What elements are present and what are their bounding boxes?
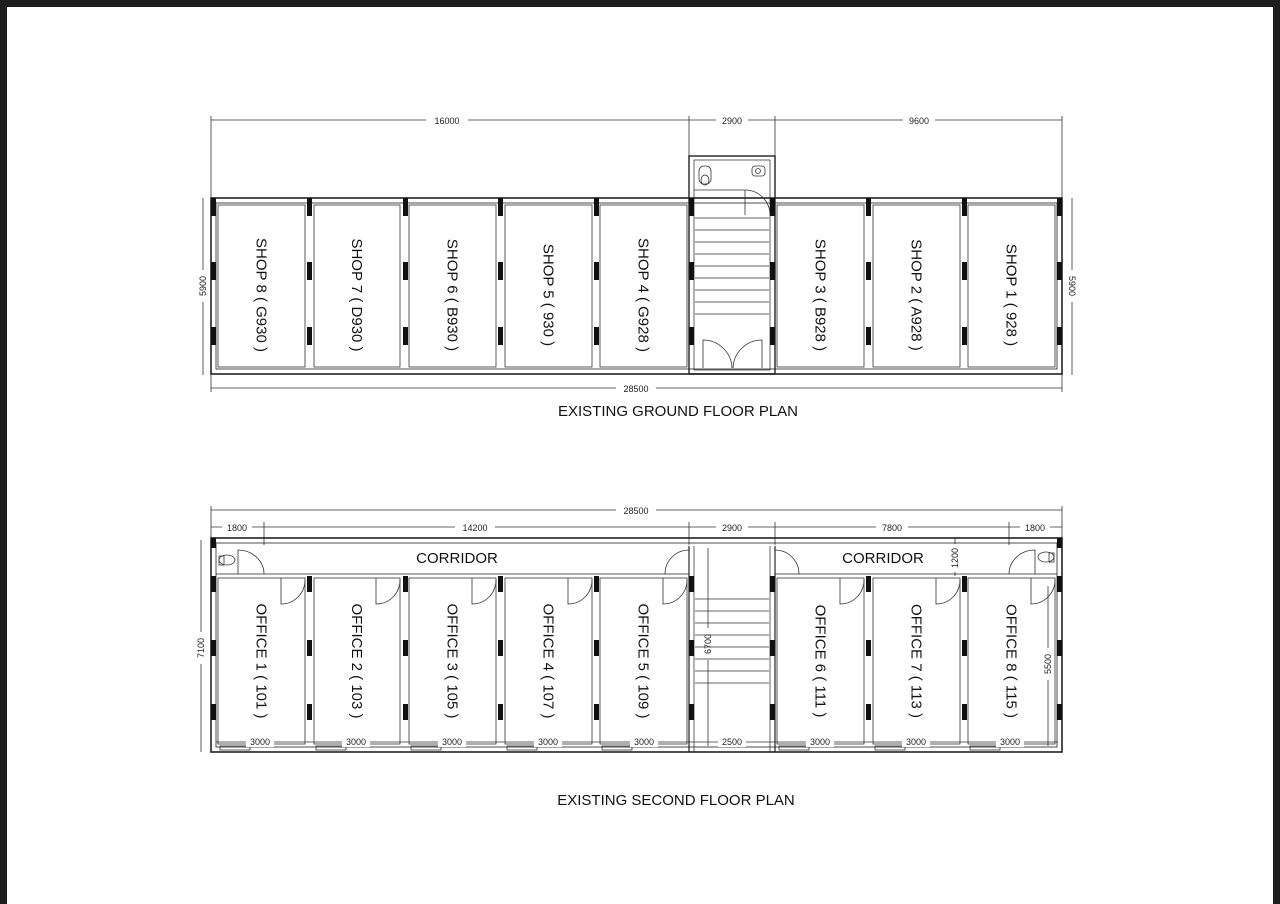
column — [211, 198, 216, 216]
column — [211, 262, 216, 280]
dim-ground-depth-right: 5900 — [1067, 275, 1077, 297]
shop-label: SHOP 6 ( B930 ) — [443, 238, 461, 352]
column — [689, 640, 694, 656]
column — [498, 198, 503, 216]
office-door-icon — [1031, 578, 1055, 604]
floor-plans — [7, 7, 1273, 904]
dim-stair-depth: 6700 — [703, 633, 713, 655]
column — [770, 576, 775, 592]
column — [866, 704, 871, 720]
shop-label: SHOP 4 ( G928 ) — [634, 238, 652, 352]
column — [1057, 262, 1062, 280]
column — [307, 262, 312, 280]
column — [594, 704, 599, 720]
window — [875, 746, 905, 750]
dim-second-seg5: 1800 — [1024, 523, 1046, 533]
office-door-icon — [936, 578, 960, 604]
dim-second-seg1: 1800 — [226, 523, 248, 533]
column — [211, 327, 216, 345]
entry-door-icon — [703, 340, 762, 368]
column — [689, 704, 694, 720]
column — [689, 198, 694, 216]
dim-second-depth: 7100 — [196, 637, 206, 659]
column — [962, 576, 967, 592]
ground-floor-plan — [197, 115, 1078, 420]
column — [866, 198, 871, 216]
office-door-icon — [840, 578, 864, 604]
ground-floor-title: EXISTING GROUND FLOOR PLAN — [557, 403, 799, 420]
column — [403, 262, 408, 280]
dim-bay: 3000 — [249, 737, 271, 747]
column — [307, 640, 312, 656]
dim-second-seg4: 7800 — [881, 523, 903, 533]
office-label: OFFICE 5 ( 109 ) — [634, 603, 652, 719]
column — [307, 327, 312, 345]
toilet-icon — [219, 550, 264, 574]
office-label: OFFICE 1 ( 101 ) — [252, 603, 270, 719]
window — [220, 746, 250, 750]
column — [770, 262, 775, 280]
dim-office-depth: 5500 — [1043, 653, 1053, 675]
column — [498, 640, 503, 656]
column — [403, 640, 408, 656]
column — [689, 327, 694, 345]
column — [1057, 576, 1062, 592]
dim-ground-stair: 2900 — [721, 116, 743, 126]
column — [403, 327, 408, 345]
shop-label: SHOP 8 ( G930 ) — [252, 238, 270, 352]
dim-bay: 3000 — [441, 737, 463, 747]
column — [498, 704, 503, 720]
column — [962, 198, 967, 216]
column — [962, 704, 967, 720]
stair-door-icon — [665, 550, 799, 574]
dim-bay: 3000 — [809, 737, 831, 747]
column — [866, 640, 871, 656]
column — [498, 262, 503, 280]
column — [307, 576, 312, 592]
drawing-sheet — [7, 7, 1273, 904]
column — [770, 327, 775, 345]
column — [594, 327, 599, 345]
column — [770, 704, 775, 720]
column — [403, 576, 408, 592]
column — [211, 538, 216, 548]
shop-label: SHOP 5 ( 930 ) — [539, 243, 557, 347]
column — [1057, 327, 1062, 345]
corridor-label-left: CORRIDOR — [416, 550, 498, 567]
column — [211, 576, 216, 592]
second-floor-plan — [195, 505, 1062, 809]
dim-ground-total: 28500 — [623, 384, 649, 394]
column — [866, 327, 871, 345]
office-label: OFFICE 6 ( 111 ) — [811, 604, 829, 718]
column — [594, 198, 599, 216]
office-label: OFFICE 4 ( 107 ) — [539, 603, 557, 719]
dim-ground-left: 16000 — [434, 116, 460, 126]
dim-bay: 3000 — [537, 737, 559, 747]
window — [411, 746, 441, 750]
window — [316, 746, 346, 750]
column — [594, 262, 599, 280]
column — [307, 198, 312, 216]
office-door-icon — [281, 578, 305, 604]
column — [211, 704, 216, 720]
toilet-icon — [1009, 550, 1054, 574]
window — [779, 746, 809, 750]
column — [307, 704, 312, 720]
column — [498, 576, 503, 592]
column — [594, 640, 599, 656]
column — [689, 262, 694, 280]
dim-second-seg3: 2900 — [721, 523, 743, 533]
column — [403, 704, 408, 720]
column — [689, 576, 694, 592]
corridor-label-right: CORRIDOR — [842, 550, 924, 567]
office-door-icon — [376, 578, 400, 604]
dim-bay: 3000 — [999, 737, 1021, 747]
office-label: OFFICE 7 ( 113 ) — [907, 604, 925, 718]
office-door-icon — [663, 578, 687, 604]
column — [594, 576, 599, 592]
dim-ground-depth-left: 5900 — [198, 275, 208, 297]
column — [1057, 704, 1062, 720]
dim-second-total: 28500 — [623, 506, 649, 516]
shop-label: SHOP 1 ( 928 ) — [1002, 243, 1020, 347]
dim-bay: 3000 — [345, 737, 367, 747]
column — [498, 327, 503, 345]
column — [962, 640, 967, 656]
dim-stair-bay: 2500 — [721, 737, 743, 747]
office-label: OFFICE 3 ( 105 ) — [443, 603, 461, 719]
column — [962, 262, 967, 280]
dim-second-seg2: 14200 — [462, 523, 488, 533]
column — [211, 640, 216, 656]
shop-label: SHOP 7 ( D930 ) — [348, 238, 365, 352]
column — [1057, 538, 1062, 548]
column — [866, 262, 871, 280]
office-label: OFFICE 8 ( 115 ) — [1002, 604, 1020, 718]
column — [1057, 198, 1062, 216]
dim-ground-right: 9600 — [908, 116, 930, 126]
office-door-icon — [472, 578, 496, 604]
toilet-icon — [694, 166, 770, 215]
dim-bay: 3000 — [633, 737, 655, 747]
window — [970, 746, 1000, 750]
column — [770, 640, 775, 656]
second-floor-title: EXISTING SECOND FLOOR PLAN — [557, 792, 795, 809]
office-door-icon — [568, 578, 592, 604]
column — [770, 198, 775, 216]
column — [1057, 640, 1062, 656]
window — [507, 746, 537, 750]
column — [403, 198, 408, 216]
shop-label: SHOP 3 ( B928 ) — [811, 238, 829, 352]
office-label: OFFICE 2 ( 103 ) — [348, 603, 365, 719]
dim-bay: 3000 — [905, 737, 927, 747]
dim-corridor-depth: 1200 — [950, 547, 960, 569]
column — [866, 576, 871, 592]
shop-label: SHOP 2 ( A928 ) — [907, 239, 925, 351]
window — [602, 746, 632, 750]
column — [962, 327, 967, 345]
